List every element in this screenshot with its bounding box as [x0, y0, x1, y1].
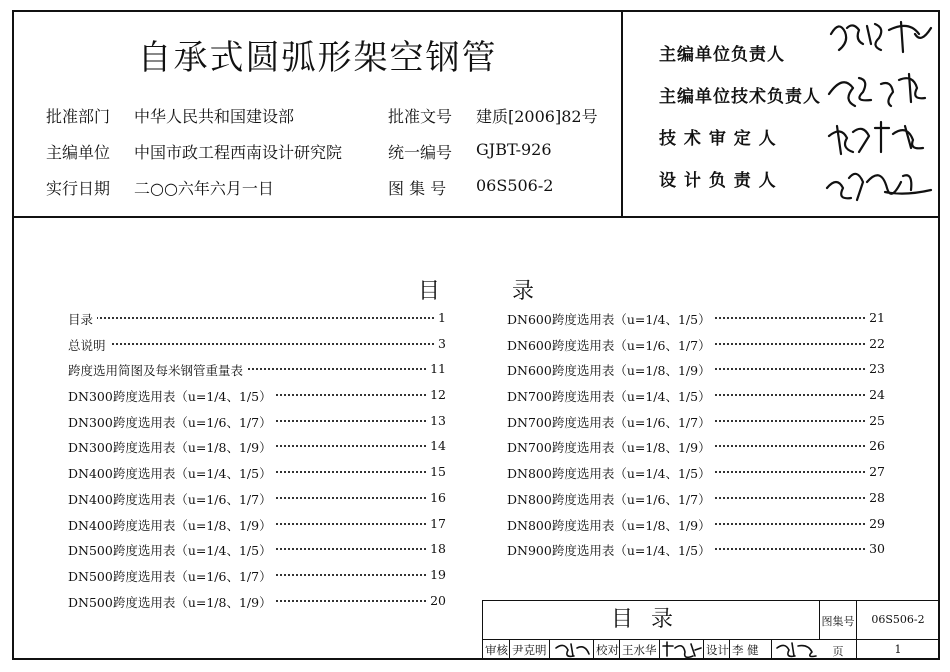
toc-entry-title: DN400跨度选用表（u=1/8、1/9） [68, 516, 276, 534]
toc-entry-title: DN800跨度选用表（u=1/8、1/9） [507, 516, 715, 534]
toc-entry-page: 27 [865, 464, 885, 479]
toc-entry-title: DN300跨度选用表（u=1/8、1/9） [68, 438, 276, 456]
design-name: 李 健 [732, 643, 759, 657]
toc-entry-title: 总说明 [68, 336, 110, 354]
toc-entry-page: 17 [426, 516, 446, 531]
toc-entry-page: 20 [426, 593, 446, 608]
header-block [14, 12, 938, 218]
toc-entry-page: 22 [865, 336, 885, 351]
effective-date-value: 二○○六年六月一日 [134, 179, 274, 198]
header-info [14, 12, 623, 216]
title-block [482, 600, 939, 659]
toc-entry[interactable] [507, 490, 885, 516]
signature-2 [823, 64, 938, 114]
toc-title-left: 目 [418, 279, 441, 304]
toc-left-column [68, 310, 446, 618]
toc-entry-page: 26 [865, 438, 885, 453]
atlas-no-value: 06S506-2 [476, 176, 554, 195]
toc-entry[interactable] [68, 438, 446, 464]
review-signature [553, 640, 593, 659]
toc-entry-page: 3 [434, 336, 446, 351]
check-signature [661, 640, 703, 659]
signature-4 [823, 162, 938, 212]
check-label: 校对 [596, 643, 619, 657]
signature-1 [823, 16, 938, 66]
toc-entry-title: DN600跨度选用表（u=1/8、1/9） [507, 361, 715, 379]
role-tech-chief: 主编单位技术负责人 [659, 87, 821, 107]
toc-entry-page: 16 [426, 490, 446, 505]
effective-date-label: 实行日期 [46, 179, 111, 198]
toc-entry-title: DN900跨度选用表（u=1/4、1/5） [507, 541, 715, 559]
design-signature [774, 640, 818, 659]
toc-entry-page: 23 [865, 361, 885, 376]
signature-3 [823, 114, 938, 164]
toc-entry-title: DN700跨度选用表（u=1/4、1/5） [507, 387, 715, 405]
unified-no-label: 统一编号 [388, 143, 453, 162]
toc-entry-title: DN400跨度选用表（u=1/6、1/7） [68, 490, 276, 508]
toc-entry-title: DN700跨度选用表（u=1/6、1/7） [507, 413, 715, 431]
toc-entry-title: DN500跨度选用表（u=1/6、1/7） [68, 567, 276, 585]
toc-entry[interactable] [507, 336, 885, 362]
toc-entry[interactable] [68, 490, 446, 516]
toc-entry[interactable] [68, 361, 446, 387]
page-number: 1 [894, 643, 902, 656]
toc-entry[interactable] [507, 413, 885, 439]
toc-entry-title: DN600跨度选用表（u=1/4、1/5） [507, 310, 715, 328]
approval-dept-value: 中华人民共和国建设部 [134, 107, 295, 126]
toc-entry-page: 29 [865, 516, 885, 531]
toc-entry-page: 28 [865, 490, 885, 505]
toc-entry-page: 14 [426, 438, 446, 453]
toc-entry[interactable] [507, 464, 885, 490]
toc-entry[interactable] [68, 387, 446, 413]
toc-entry[interactable] [507, 438, 885, 464]
toc-entry-page: 15 [426, 464, 446, 479]
atlas-no-label: 图 集 号 [388, 179, 447, 198]
dot-leader [68, 343, 446, 345]
review-name: 尹克明 [512, 643, 547, 657]
toc-entry-title: DN700跨度选用表（u=1/8、1/9） [507, 438, 715, 456]
toc-right-column [507, 310, 885, 567]
toc-title-right: 录 [512, 279, 535, 304]
toc-entry-page: 1 [434, 310, 446, 325]
approval-dept-label: 批准部门 [46, 107, 111, 126]
dot-leader [68, 317, 446, 319]
approval-no-label: 批准文号 [388, 107, 453, 126]
toc-entry-page: 24 [865, 387, 885, 402]
toc-entry[interactable] [68, 593, 446, 619]
toc-entry-title: 目录 [68, 310, 97, 328]
toc-entry[interactable] [507, 310, 885, 336]
atlas-label: 图集号 [821, 615, 855, 628]
toc-entry-title: DN600跨度选用表（u=1/6、1/7） [507, 336, 715, 354]
design-label: 设计 [706, 643, 729, 657]
toc-entry[interactable] [68, 310, 446, 336]
atlas-number: 06S506-2 [871, 613, 925, 626]
review-label: 审核 [485, 643, 508, 657]
title-block-meta [820, 601, 939, 659]
toc-entry-page: 11 [426, 361, 446, 376]
toc-entry-page: 12 [426, 387, 446, 402]
drawing-sheet [12, 10, 940, 660]
unified-no-value: GJBT-926 [476, 140, 552, 159]
toc-entry[interactable] [507, 516, 885, 542]
toc-entry-page: 30 [865, 541, 885, 556]
toc-entry-page: 18 [426, 541, 446, 556]
toc-entry-title: DN500跨度选用表（u=1/8、1/9） [68, 593, 276, 611]
toc-entry[interactable] [68, 516, 446, 542]
toc-entry[interactable] [68, 464, 446, 490]
toc-entry-page: 25 [865, 413, 885, 428]
toc-entry[interactable] [68, 336, 446, 362]
role-chief-unit: 主编单位负责人 [659, 45, 785, 65]
toc-entry-title: DN500跨度选用表（u=1/4、1/5） [68, 541, 276, 559]
toc-entry-title: DN300跨度选用表（u=1/4、1/5） [68, 387, 276, 405]
check-name: 王水华 [622, 643, 657, 657]
toc-entry[interactable] [68, 541, 446, 567]
responsible-persons [623, 12, 938, 216]
editor-unit-label: 主编单位 [46, 143, 111, 162]
toc-entry[interactable] [507, 387, 885, 413]
toc-entry[interactable] [507, 541, 885, 567]
toc-entry-title: DN800跨度选用表（u=1/4、1/5） [507, 464, 715, 482]
title-block-name: 目录 [483, 601, 820, 640]
atlas-title: 自承式圆弧形架空钢管 [137, 38, 498, 78]
toc-entry-page: 21 [865, 310, 885, 325]
title-block-signoff-row [483, 640, 819, 659]
toc-entry[interactable] [68, 567, 446, 593]
toc-entry-title: DN800跨度选用表（u=1/6、1/7） [507, 490, 715, 508]
toc-entry-page: 19 [426, 567, 446, 582]
role-tech-reviewer: 技 术 审 定 人 [659, 129, 777, 149]
toc-entry-title: 跨度选用简图及每米钢管重量表 [68, 361, 247, 379]
approval-no-value: 建质[2006]82号 [476, 107, 598, 126]
toc-entry-title: DN400跨度选用表（u=1/4、1/5） [68, 464, 276, 482]
role-design-lead: 设 计 负 责 人 [659, 171, 777, 191]
editor-unit-value: 中国市政工程西南设计研究院 [134, 143, 343, 162]
toc-entry-page: 13 [426, 413, 446, 428]
toc-entry-title: DN300跨度选用表（u=1/6、1/7） [68, 413, 276, 431]
page-label: 页 [832, 645, 844, 658]
toc-entry[interactable] [68, 413, 446, 439]
toc-entry[interactable] [507, 361, 885, 387]
